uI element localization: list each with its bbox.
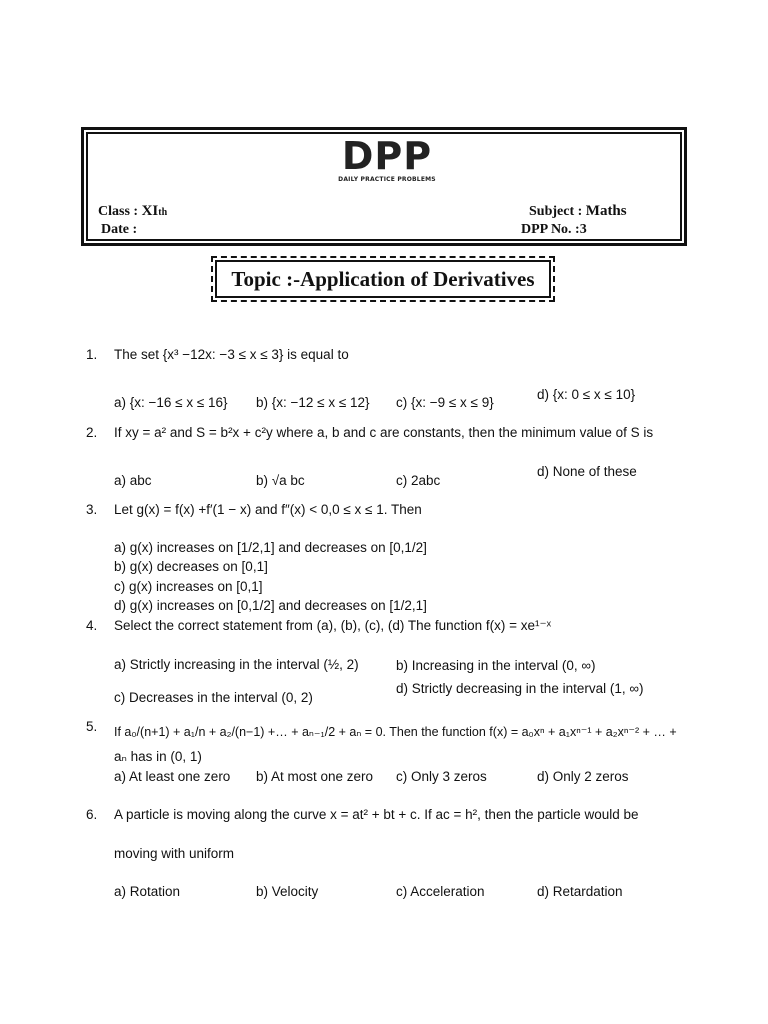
question-text: If a₀/(n+1) + a₁/n + a₂/(n−1) +… + aₙ₋₁/2 + aₙ = 0. Then the function f(x) = a₀xⁿ + a₁xⁿ⁻¹ + a₂xⁿ⁻² + … +: [114, 725, 677, 739]
option-d: d) Only 2 zeros: [537, 769, 629, 784]
option-c: c) {x: −9 ≤ x ≤ 9}: [396, 395, 494, 410]
question-number: 2.: [86, 425, 98, 440]
option-b: b) At most one zero: [256, 769, 374, 784]
class-suffix: th: [158, 207, 168, 218]
option-d: d) Retardation: [537, 884, 623, 899]
option-a: a) Rotation: [114, 884, 181, 899]
option-d: d) {x: 0 ≤ x ≤ 10}: [537, 387, 636, 402]
option-b: b) g(x) decreases on [0,1]: [114, 559, 268, 574]
question-text: If xy = a² and S = b²x + c²y where a, b and c are constants, then the minimum value of S is: [114, 425, 654, 440]
question-number: 3.: [86, 502, 98, 517]
option-a: a) abc: [114, 473, 152, 488]
topic-title: Topic :-Application of Derivatives: [231, 266, 535, 291]
subject-value: Maths: [585, 203, 627, 219]
option-c: c) Decreases in the interval (0, 2): [114, 690, 313, 705]
question-number: 4.: [86, 618, 98, 633]
option-b: b) Increasing in the interval (0, ∞): [396, 658, 596, 673]
subject-field: [529, 203, 627, 220]
option-c: c) g(x) increases on [0,1]: [114, 579, 263, 594]
option-a: a) {x: −16 ≤ x ≤ 16}: [114, 395, 228, 410]
logo-text: DPP: [341, 134, 433, 178]
class-label: Class :: [98, 204, 142, 219]
logo-subtitle: DAILY PRACTICE PROBLEMS: [338, 176, 436, 183]
question-number: 1.: [86, 347, 98, 362]
topic-box: [211, 256, 555, 302]
class-field: [98, 203, 167, 220]
option-c: c) Acceleration: [396, 884, 485, 899]
option-b: b) Velocity: [256, 884, 319, 899]
option-d: d) None of these: [537, 464, 637, 479]
question-text: Select the correct statement from (a), (b), (c), (d) The function f(x) = xe¹⁻ˣ: [114, 618, 552, 633]
question-number: 5.: [86, 719, 98, 734]
option-a: a) Strictly increasing in the interval (½, 2): [114, 657, 359, 672]
question-text: The set {x³ −12x: −3 ≤ x ≤ 3} is equal to: [114, 347, 349, 362]
option-c: c) 2abc: [396, 473, 441, 488]
dpp-logo: [337, 136, 437, 183]
option-c: c) Only 3 zeros: [396, 769, 487, 784]
dpp-number: DPP No. :3: [521, 222, 587, 237]
class-value: XI: [141, 203, 159, 219]
question-text-continued: aₙ has in (0, 1): [114, 749, 202, 764]
option-b: b) √a bc: [256, 473, 305, 488]
option-b: b) {x: −12 ≤ x ≤ 12}: [256, 395, 370, 410]
question-text: A particle is moving along the curve x = at² + bt + c. If ac = h², then the particle would be: [114, 807, 639, 822]
option-a: a) g(x) increases on [1/2,1] and decreases on [0,1/2]: [114, 540, 427, 555]
date-field: Date :: [101, 222, 138, 237]
question-number: 6.: [86, 807, 98, 822]
question-text-continued: moving with uniform: [114, 846, 235, 861]
subject-label: Subject :: [529, 204, 586, 219]
question-text: Let g(x) = f(x) +f′(1 − x) and f″(x) < 0,0 ≤ x ≤ 1. Then: [114, 502, 422, 517]
option-d: d) g(x) increases on [0,1/2] and decreases on [1/2,1]: [114, 598, 427, 613]
option-a: a) At least one zero: [114, 769, 231, 784]
header-box: [81, 127, 687, 246]
option-d: d) Strictly decreasing in the interval (1, ∞): [396, 681, 644, 696]
